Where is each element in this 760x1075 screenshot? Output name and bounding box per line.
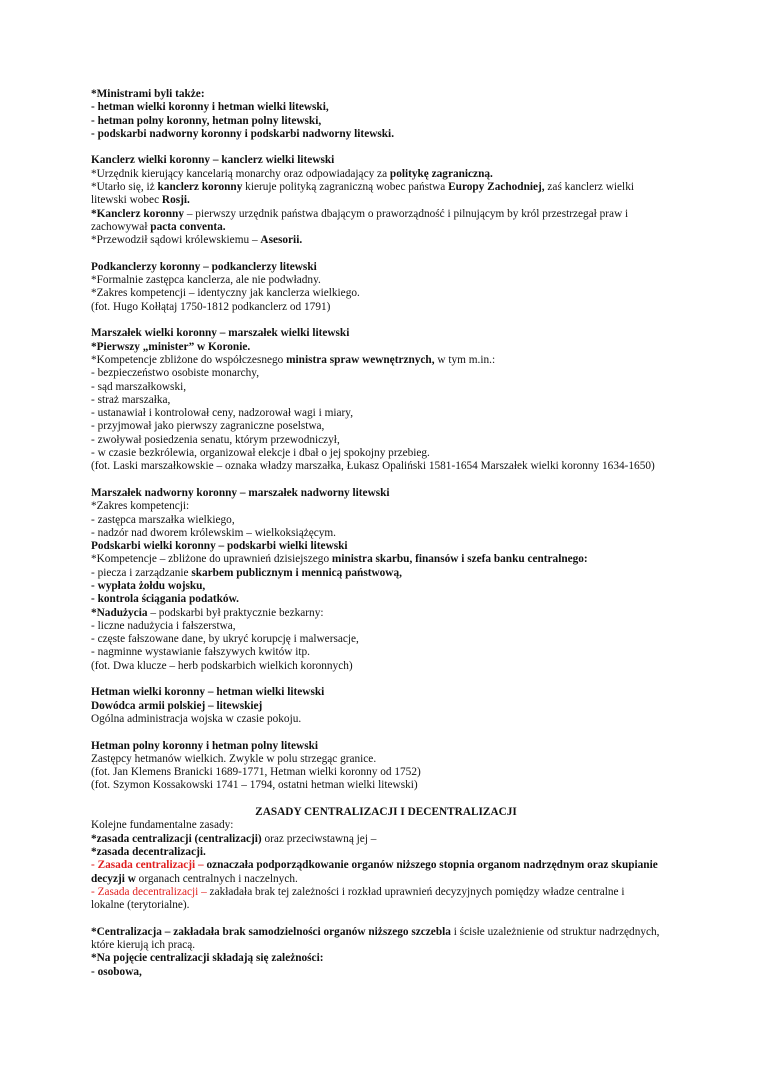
text-line [91,567,681,580]
text-line [91,208,681,221]
text-line [91,873,681,886]
text-run: (fot. Jan Klemens Branicki 1689-1771, Hetman wielki koronny od 1752) [91,766,421,779]
text-line [91,833,681,846]
text-line [91,367,681,380]
text-run: - straż marszałka, [91,393,171,406]
section-zasady [91,819,681,912]
bold-text: *zasada centralizacji (centralizacji) [91,832,262,845]
text-line [91,593,681,606]
text-run: litewski wobec [91,194,162,207]
text-run: - Zasada decentralizacji – [91,885,207,898]
text-line [91,381,681,394]
text-run: - przyjmował jako pierwszy zagraniczne poselstwa, [91,420,325,433]
text-line [91,460,681,473]
text-line [91,952,681,965]
text-line [91,287,681,300]
bold-text: *Kanclerz koronny [91,207,184,220]
section-podkanclerzy [91,261,681,314]
bold-text: *Nadużycia [91,606,148,619]
text-line [91,753,681,766]
text-run: Zastępcy hetmanów wielkich. Zwykle w polu strzegąc granice. [91,752,377,765]
text-line [91,88,681,101]
bold-text: kanclerz koronny [157,181,243,194]
text-run: - ustanawiał i kontrolował ceny, nadzorował wagi i miary, [91,407,354,420]
bold-text: Asesorii. [260,234,303,247]
text-run: - sąd marszałkowski, [91,380,187,393]
section-marszalek-nadworny [91,487,681,540]
bold-text: - osobowa, [91,965,142,978]
text-run: organach centralnych i naczelnych. [135,872,298,885]
text-run: - nadzór nad dworem królewskim – wielkoksiążęcym. [91,526,337,539]
text-line [91,221,681,234]
text-line [91,779,681,792]
text-line [91,354,681,367]
text-run: i ścisłe uzależnienie od struktur nadrzędnych, [450,925,660,938]
text-line [91,713,681,726]
text-line [91,194,681,207]
text-run: - zwoływał posiedzenia senatu, którym przewodniczył, [91,433,340,446]
text-run: – podskarbi był praktycznie bezkarny: [147,606,324,619]
section-heading: ZASADY CENTRALIZACJI I DECENTRALIZACJI [255,806,517,819]
text-line [91,633,681,646]
text-run: *Urzędnik kierujący kancelarią monarchy oraz odpowiadający za [91,167,390,180]
text-run: *Formalnie zastępca kanclerza, ale nie podwładny. [91,274,321,287]
text-line [91,540,681,553]
text-line [91,115,681,128]
bold-text: skarbem publicznym i mennicą państwową, [191,566,402,579]
text-run: (fot. Hugo Kołłątaj 1750-1812 podkanclerz od 1791) [91,300,331,313]
section-hetman-wielki [91,686,681,726]
text-run: – pierwszy urzędnik państwa dbającym o praworządność i pilnującym by król przestrzegał praw i [184,207,629,220]
bold-text: ministra skarbu, finansów i szefa banku centralnego: [331,553,588,566]
bold-text: - hetman wielki koronny i hetman wielki litewski, [91,101,329,114]
text-line [91,261,681,274]
text-line [91,740,681,753]
bold-text: Podskarbi wielki koronny – podskarbi wielki litewski [91,540,348,553]
text-run: lokalne (terytorialne). [91,899,190,912]
text-line [91,646,681,659]
text-line [91,434,681,447]
text-run: - częste fałszowane dane, by ukryć korupcję i malwersacje, [91,633,359,646]
text-line [91,886,681,899]
bold-text: Marszałek nadworny koronny – marszałek nadworny litewski [91,486,390,499]
text-run: Ogólna administracja wojska w czasie pokoju. [91,712,302,725]
section-marszalek-wielki [91,327,681,473]
text-line [91,500,681,513]
text-run: w tym m.in.: [434,353,496,366]
section-hetman-polny [91,740,681,793]
text-run: *Kompetencje zbliżone do współczesnego [91,353,287,366]
text-run: *Przewodził sądowi królewskiemu – [91,234,261,247]
text-run: - bezpieczeństwo osobiste monarchy, [91,367,260,380]
text-line [91,154,681,167]
text-line [91,234,681,247]
bold-text: Hetman polny koronny i hetman polny litewski [91,739,319,752]
bold-text: *Centralizacja – zakładała brak samodzielności organów niższego szczebla [91,925,451,938]
text-run: zaś kanclerz wielki [544,181,634,194]
text-line [91,766,681,779]
bold-text: Kanclerz wielki koronny – kanclerz wielki litewski [91,154,335,167]
text-line [91,620,681,633]
text-run: (fot. Laski marszałkowskie – oznaka władzy marszałka, Łukasz Opaliński 1581-1654 Marszałek wielki koronny 1634-1650) [91,460,655,473]
bold-text: *Pierwszy „minister” w Koronie. [91,340,251,353]
text-line [91,327,681,340]
text-line [91,407,681,420]
text-run: (fot. Dwa klucze – herb podskarbich wielkich koronnych) [91,659,353,672]
text-run: - liczne nadużycia i fałszerstwa, [91,619,236,632]
text-line [91,660,681,673]
text-line [91,607,681,620]
bold-text: Rosji. [161,194,190,207]
text-line [91,341,681,354]
text-line [91,553,681,566]
text-run: - w czasie bezkrólewia, organizował elekcje i dbał o jej spokojny przebieg. [91,447,430,460]
text-line [91,514,681,527]
bold-text: Hetman wielki koronny – hetman wielki litewski [91,686,325,699]
text-line [91,966,681,979]
text-run: - piecza i zarządzanie [91,566,192,579]
text-line [91,926,681,939]
text-run: - zastępca marszałka wielkiego, [91,513,235,526]
text-run: (fot. Szymon Kossakowski 1741 – 1794, ostatni hetman wielki litewski) [91,779,418,792]
text-line [91,939,681,952]
text-run: *Utarło się, iż [91,181,158,194]
text-line [91,101,681,114]
text-line [91,846,681,859]
section-ministrowie [91,88,681,141]
text-run: zachowywał [91,220,151,233]
bold-text: *Na pojęcie centralizacji składają się zależności: [91,952,324,965]
section-podskarbi [91,540,681,673]
text-run: *Kompetencje – zbliżone do uprawnień dzisiejszego [91,553,332,566]
bold-text: pacta conventa. [150,220,226,233]
bold-text: *zasada decentralizacji. [91,845,206,858]
bold-text: Dowódca armii polskiej – litewskiej [91,699,263,712]
bold-text: ministra spraw wewnętrznych, [286,353,435,366]
text-line [91,700,681,713]
text-line [91,420,681,433]
text-run: *Zakres kompetencji – identyczny jak kanclerza wielkiego. [91,287,360,300]
text-run: zakładała brak tej zależności i rozkład uprawnień decyzyjnych pomiędzy władze centralne i [206,885,625,898]
document-page [91,88,681,992]
text-line [91,301,681,314]
bold-text: Podkanclerzy koronny – podkanclerzy litewski [91,260,317,273]
text-run: - nagminne wystawianie fałszywych kwitów itp. [91,646,310,659]
text-run: *Zakres kompetencji: [91,500,190,513]
text-run: Kolejne fundamentalne zasady: [91,819,234,832]
text-line [91,899,681,912]
text-line [91,128,681,141]
text-line [91,580,681,593]
text-line [91,181,681,194]
text-line [91,168,681,181]
text-line [91,274,681,287]
bold-text: - wypłata żołdu wojsku, [91,579,206,592]
bold-text: *Ministrami byli także: [91,88,205,100]
bold-text: Marszałek wielki koronny – marszałek wielki litewski [91,327,350,340]
text-line [91,394,681,407]
text-line [91,819,681,832]
text-run: które kierują ich pracą. [91,939,196,951]
bold-text: Europy Zachodniej, [448,181,545,194]
text-line [91,527,681,540]
text-line [91,487,681,500]
text-line [91,447,681,460]
text-run: kieruje polityką zagraniczną wobec państwa [242,181,449,194]
section-kanclerz [91,154,681,247]
bold-text: - podskarbi nadworny koronny i podskarbi nadworny litewski. [91,127,395,140]
bold-text: politykę zagraniczną. [389,167,493,180]
text-line [91,859,681,872]
section-centralizacja [91,926,681,979]
bold-text: - Zasada centralizacji – [91,859,204,872]
bold-text: - hetman polny koronny, hetman polny litewski, [91,114,322,127]
text-run: oraz przeciwstawną jej – [261,832,377,845]
bold-text: decyzji w [91,872,136,885]
bold-text: - kontrola ściągania podatków. [91,593,239,606]
text-line [91,686,681,699]
bold-text: oznaczała podporządkowanie organów niższego stopnia organom nadrzędnym oraz skupianie [203,859,658,872]
